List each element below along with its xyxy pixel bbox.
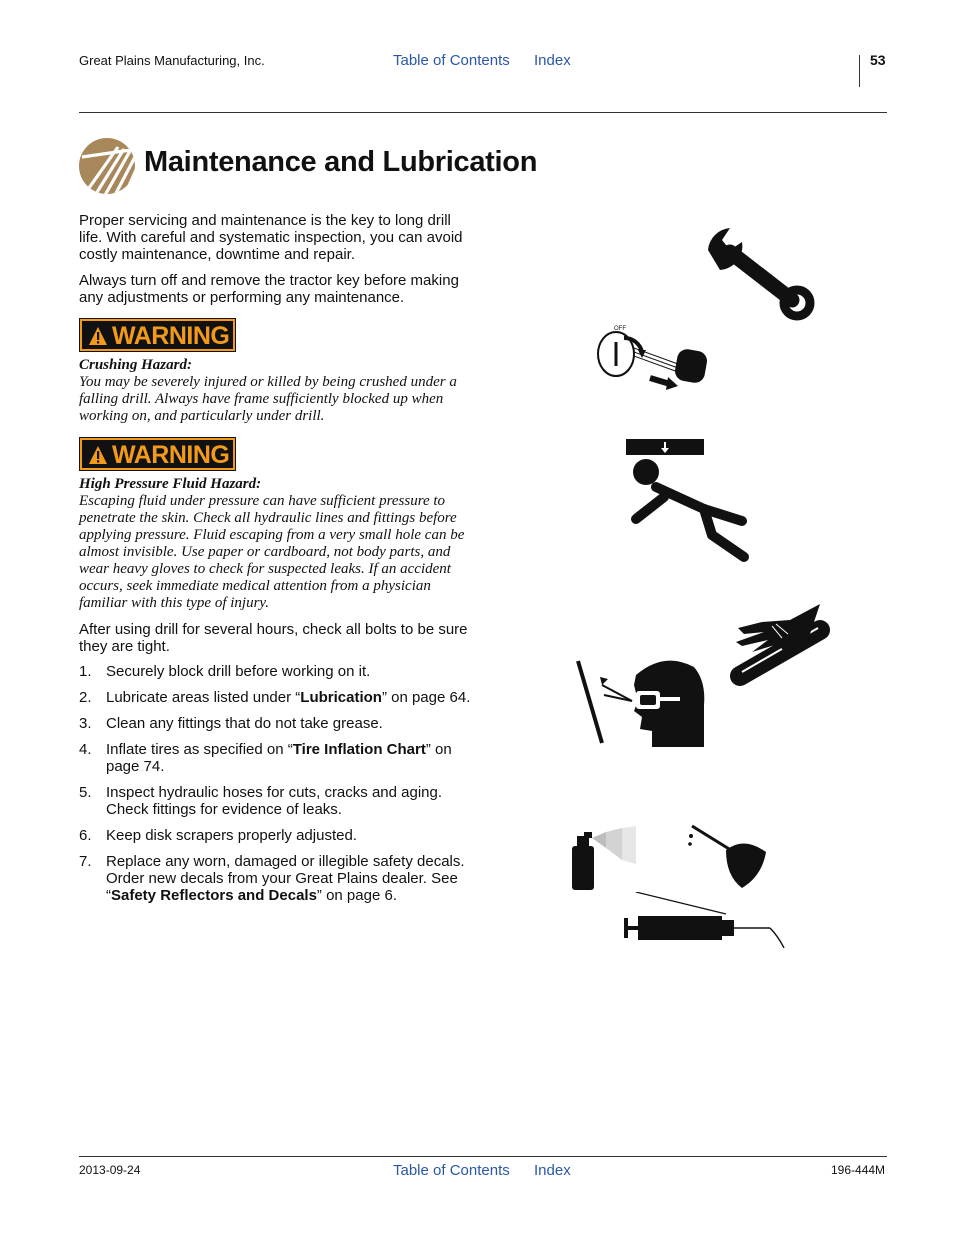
section-logo-icon xyxy=(78,137,136,195)
oil-can-icon xyxy=(686,822,770,890)
section-title: Maintenance and Lubrication xyxy=(144,146,538,178)
header-toc-link[interactable]: Table of Contents xyxy=(393,52,510,69)
hydraulic-leak-hand-icon xyxy=(728,600,836,690)
list-item: 7. Replace any worn, damaged or illegible safety decals. Order new decals from your Great Plains dealer. See “Safety Reflectors and Decals” on page 6. xyxy=(79,853,465,904)
list-item: 2. Lubricate areas listed under “Lubrication” on page 64. xyxy=(79,689,471,706)
svg-text:OFF: OFF xyxy=(614,326,626,332)
intro-paragraph-2: Always turn off and remove the tractor key before making any adjustments or performing any maintenance. xyxy=(79,272,459,306)
warning-label-2 xyxy=(79,437,236,471)
crushed-person-icon xyxy=(624,437,754,567)
warning-word: WARNING xyxy=(112,322,230,350)
footer-rule xyxy=(79,1156,887,1157)
grease-gun-icon xyxy=(622,892,788,948)
maintenance-steps-list xyxy=(79,663,479,913)
hazard-body-crushing: You may be severely injured or killed by being crushed under a falling drill. Always have frame sufficiently blocked up when working on, and particularly under drill. xyxy=(79,374,457,424)
warning-triangle-icon xyxy=(88,326,108,346)
wrench-icon xyxy=(700,220,825,325)
footer-date: 2013-09-24 xyxy=(79,1163,141,1177)
footer-doc-code: 196-444M xyxy=(831,1163,886,1177)
list-item: 3. Clean any fittings that do not take grease. xyxy=(79,715,383,732)
after-use-paragraph: After using drill for several hours, check all bolts to be sure they are tight. xyxy=(79,621,468,655)
header-index-link[interactable]: Index xyxy=(534,52,571,69)
list-item: 6. Keep disk scrapers properly adjusted. xyxy=(79,827,357,844)
footer-index-link[interactable]: Index xyxy=(534,1162,571,1179)
header-rule xyxy=(79,112,887,113)
warning-triangle-icon xyxy=(88,445,108,465)
page-number: 53 xyxy=(870,52,886,68)
warning-word: WARNING xyxy=(112,441,230,469)
footer-toc-link[interactable]: Table of Contents xyxy=(393,1162,510,1179)
spray-can-icon xyxy=(570,826,640,892)
list-item: 5. Inspect hydraulic hoses for cuts, cracks and aging. Check fittings for evidence of leaks. xyxy=(79,784,443,818)
company-name: Great Plains Manufacturing, Inc. xyxy=(79,53,265,68)
ignition-key-icon xyxy=(594,322,714,392)
intro-paragraph-1: Proper servicing and maintenance is the key to long drill life. With careful and systematic inspection, you can avoid costly maintenance, downtime and repair. xyxy=(79,212,463,263)
hazard-title-fluid: High Pressure Fluid Hazard: xyxy=(79,476,262,492)
list-item: 1. Securely block drill before working on it. xyxy=(79,663,371,680)
safety-glasses-head-icon xyxy=(574,655,709,747)
header-divider xyxy=(859,55,860,87)
list-item: 4. Inflate tires as specified on “Tire Inflation Chart” on page 74. xyxy=(79,741,452,775)
hazard-body-fluid: Escaping fluid under pressure can have sufficient pressure to penetrate the skin. Check all hydraulic lines and fittings before applying pressure. Fluid escaping from a very small hole can be almost invisible. Use paper or cardboard, not body parts, and wear heavy gloves to check for suspected leaks. If an accident occurs, seek immediate medical attention from a physician familiar with this type of injury. xyxy=(79,493,465,611)
hazard-title-crushing: Crushing Hazard: xyxy=(79,357,192,373)
warning-label-1 xyxy=(79,318,236,352)
